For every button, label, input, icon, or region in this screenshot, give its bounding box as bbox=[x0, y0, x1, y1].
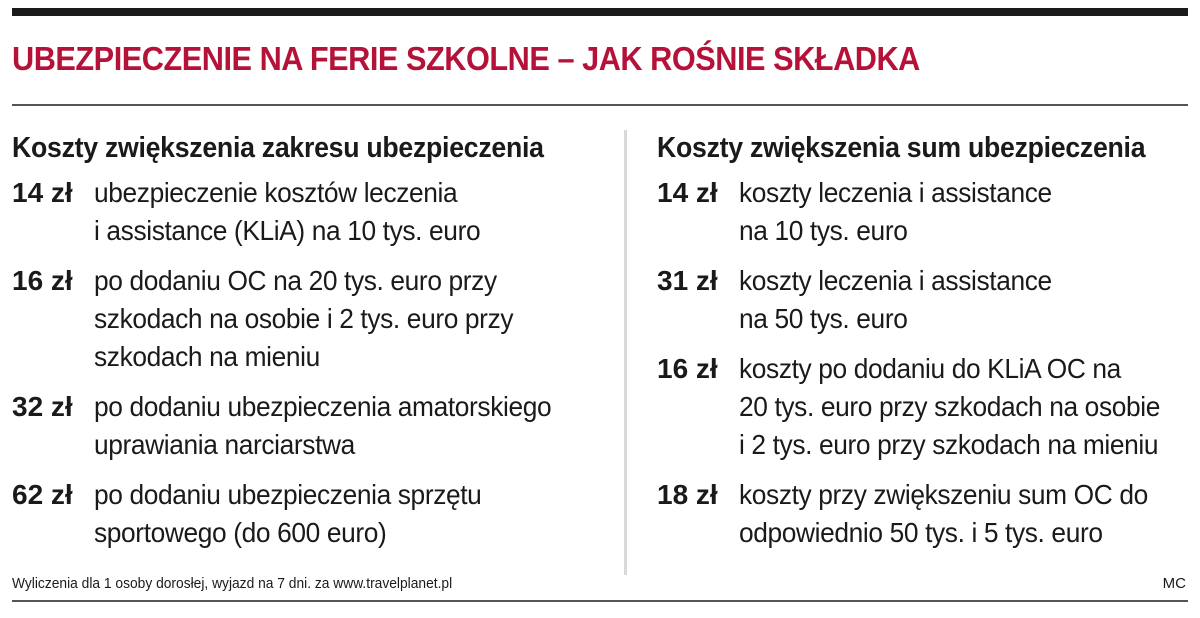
description: koszty leczenia i assistance na 10 tys. euro bbox=[739, 177, 1052, 246]
list-item bbox=[657, 350, 1192, 464]
top-rule bbox=[12, 8, 1188, 16]
title-divider bbox=[12, 104, 1188, 106]
page-title: UBEZPIECZENIE NA FERIE SZKOLNE – JAK ROŚNIE SKŁADKA bbox=[12, 40, 920, 77]
right-column-heading: Koszty zwiększenia sum ubezpieczenia bbox=[657, 132, 1146, 164]
description: koszty leczenia i assistance na 50 tys. euro bbox=[739, 265, 1052, 334]
list-item bbox=[657, 476, 1192, 552]
list-item bbox=[657, 262, 1192, 338]
list-item bbox=[12, 174, 612, 250]
list-item bbox=[12, 262, 612, 376]
right-column bbox=[657, 128, 1192, 564]
description: po dodaniu ubezpieczenia amatorskiego uprawiania narciarstwa bbox=[94, 391, 552, 460]
list-item bbox=[12, 388, 612, 464]
bottom-rule bbox=[12, 600, 1188, 602]
price: 16 zł bbox=[12, 265, 73, 296]
price: 32 zł bbox=[12, 391, 73, 422]
description: koszty po dodaniu do KLiA OC na 20 tys. euro przy szkodach na osobie i 2 tys. euro przy szkodach na mieniu bbox=[739, 353, 1161, 460]
price: 16 zł bbox=[657, 353, 718, 384]
description: koszty przy zwiększeniu sum OC do odpowiednio 50 tys. i 5 tys. euro bbox=[739, 479, 1148, 548]
price: 14 zł bbox=[657, 177, 718, 208]
price: 14 zł bbox=[12, 177, 73, 208]
list-item bbox=[657, 174, 1192, 250]
description: po dodaniu ubezpieczenia sprzętu sportowego (do 600 euro) bbox=[94, 479, 482, 548]
list-item bbox=[12, 476, 612, 552]
author-initials: MC bbox=[1162, 575, 1186, 592]
price: 62 zł bbox=[12, 479, 73, 510]
source-footnote: Wyliczenia dla 1 osoby dorosłej, wyjazd na 7 dni. za www.travelplanet.pl bbox=[12, 575, 453, 592]
description: ubezpieczenie kosztów leczenia i assistance (KLiA) na 10 tys. euro bbox=[94, 177, 481, 246]
description: po dodaniu OC na 20 tys. euro przy szkodach na osobie i 2 tys. euro przy szkodach na mieniu bbox=[94, 265, 514, 372]
price: 18 zł bbox=[657, 479, 718, 510]
left-column-heading: Koszty zwiększenia zakresu ubezpieczenia bbox=[12, 132, 544, 164]
price: 31 zł bbox=[657, 265, 718, 296]
left-column bbox=[12, 128, 612, 564]
column-divider bbox=[624, 130, 627, 575]
